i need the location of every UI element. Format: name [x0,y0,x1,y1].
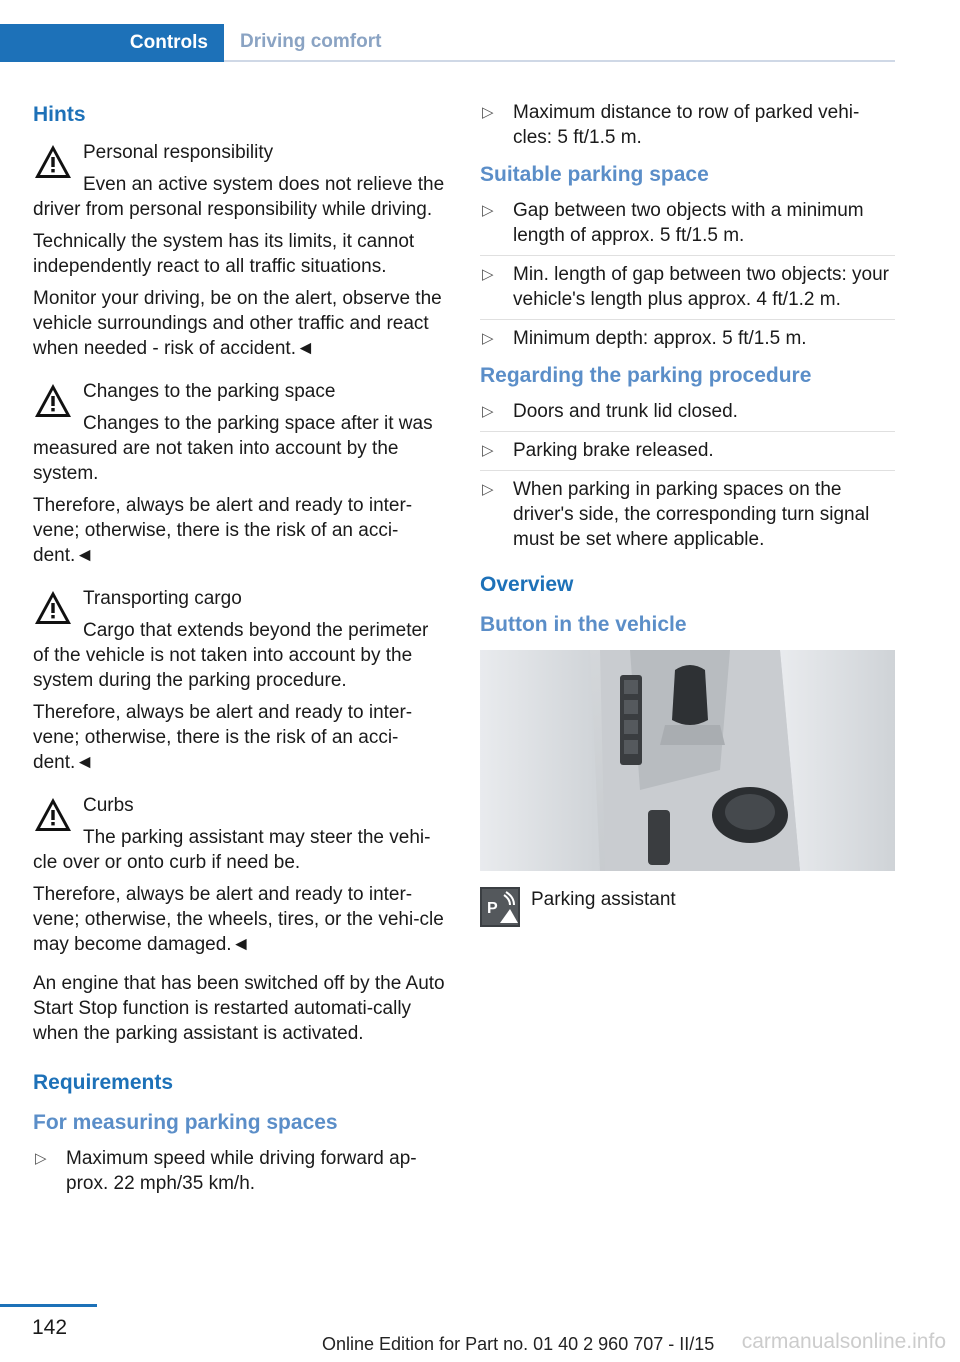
requirements-heading: Requirements [33,1071,174,1094]
suitable-list [480,198,895,351]
bullet-triangle-icon: ▷ [482,442,494,459]
bullet-triangle-icon: ▷ [482,104,494,121]
list-item [480,255,895,312]
warning-title: Personal responsibility [83,142,274,163]
measuring-list [33,1146,449,1196]
warning-text: Even an active system does not relieve the driver from personal responsibility while driving. [33,174,445,220]
list-item [480,399,895,424]
list-item [480,470,895,552]
right-column [480,100,895,927]
button-heading: Button in the vehicle [480,613,687,636]
warning-triangle-icon [33,142,73,182]
warning-text: Cargo that extends beyond the perimeter of the vehicle is not taken into account by the system during the parking procedure. [33,620,429,691]
list-item [480,198,895,248]
bullet-triangle-icon: ▷ [482,403,494,420]
distance-list [480,100,895,150]
warning-text: Therefore, always be alert and ready to inter‐vene; otherwise, the wheels, tires, or the vehi‐cle may become damaged.◄ [33,884,444,955]
list-item-text: Minimum depth: approx. 5 ft/1.5 m. [513,328,807,349]
warning-text: Monitor your driving, be on the alert, observe the vehicle surroundings and other traffic and react when needed - risk of accident.◄ [33,288,442,359]
tab-controls[interactable]: Controls [0,24,224,62]
list-item [480,100,895,150]
warning-title: Curbs [83,795,134,816]
procedure-list [480,399,895,552]
warning-triangle-icon [33,588,73,628]
suitable-heading: Suitable parking space [480,163,709,186]
warning-personal-responsibility [33,140,449,361]
center-console-photo [480,650,895,871]
watermark: carmanualsonline.info [741,1330,946,1353]
tab-driving-comfort[interactable]: Driving comfort [224,24,895,62]
bullet-triangle-icon: ▷ [482,330,494,347]
measuring-heading: For measuring parking spaces [33,1111,338,1134]
list-item-text: Min. length of gap between two objects: your vehicle's length plus approx. 4 ft/1.2 m. [513,264,890,310]
list-item-text: Parking brake released. [513,440,714,461]
overview-heading: Overview [480,573,574,596]
warning-parking-space-changes [33,379,449,568]
hints-heading: Hints [33,103,86,126]
list-item-text: Maximum distance to row of parked vehi‐cles: 5 ft/1.5 m. [513,102,860,148]
edition-text: Online Edition for Part no. 01 40 2 960 707 - II/15 [322,1334,715,1354]
warning-title: Changes to the parking space [83,381,336,402]
list-item-text: When parking in parking spaces on the driver's side, the corresponding turn signal must be set where applicable. [513,479,870,550]
engine-note: An engine that has been switched off by the Auto Start Stop function is restarted automati‐cally when the parking assistant is activated. [33,973,445,1044]
warning-text: The parking assistant may steer the vehi‐cle over or onto curb if need be. [33,827,431,873]
parking-assistant-label: Parking assistant [531,889,676,910]
list-item [33,1146,449,1196]
warning-text: Changes to the parking space after it was measured are not taken into account by the system. [33,413,433,484]
page-number: 142 [32,1316,68,1339]
warning-triangle-icon [33,381,73,421]
bullet-triangle-icon: ▷ [482,266,494,283]
svg-text:P: P [487,900,498,917]
parking-assistant-row [480,887,895,927]
bullet-triangle-icon: ▷ [482,202,494,219]
warning-curbs [33,793,449,957]
warning-text: Technically the system has its limits, it cannot independently react to all traffic situations. [33,231,415,277]
warning-text: Therefore, always be alert and ready to inter‐vene; otherwise, there is the risk of an acci‐dent.◄ [33,702,413,773]
list-item [480,319,895,351]
warning-title: Transporting cargo [83,588,242,609]
list-item [480,431,895,463]
warning-transporting-cargo [33,586,449,775]
left-column [33,100,449,1203]
warning-triangle-icon [33,795,73,835]
bullet-triangle-icon: ▷ [482,481,494,498]
list-item-text: Doors and trunk lid closed. [513,401,738,422]
page-header [0,24,895,62]
list-item-text: Gap between two objects with a minimum length of approx. 5 ft/1.5 m. [513,200,864,246]
procedure-heading: Regarding the parking procedure [480,364,812,387]
bullet-triangle-icon: ▷ [35,1150,47,1167]
parking-assistant-icon [480,887,520,927]
warning-text: Therefore, always be alert and ready to inter‐vene; otherwise, there is the risk of an acci‐dent.◄ [33,495,413,566]
list-item-text: Maximum speed while driving forward ap‐prox. 22 mph/35 km/h. [66,1148,417,1194]
footer-rule [0,1304,97,1307]
